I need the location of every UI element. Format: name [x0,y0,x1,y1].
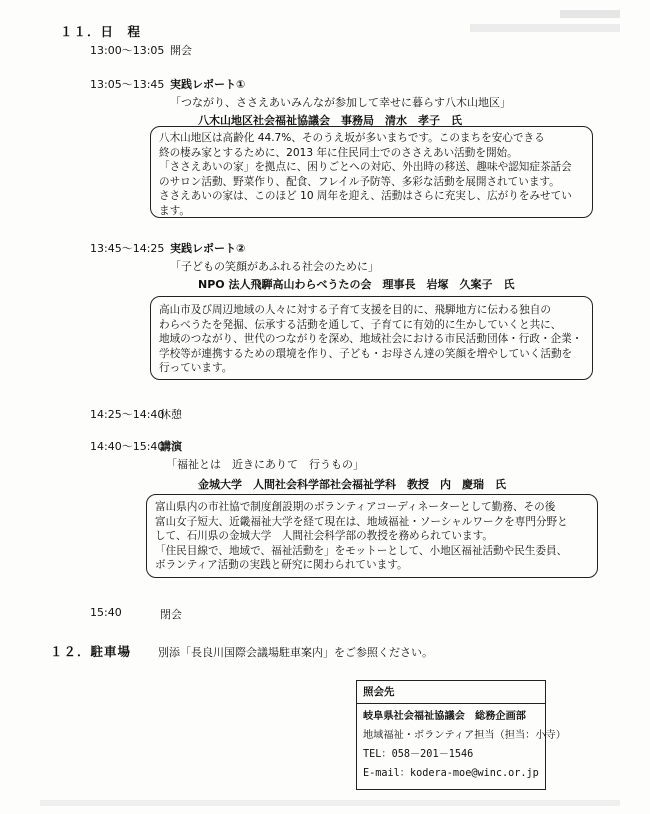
lecture-summary-line: して、石川県の金城大学 人間社会科学部の教授を務められています。 [155,530,493,543]
contact-tel: TEL：058－201－1546 [363,749,474,760]
report1-summary-line: 終の棲み家とするために、2013 年に住民同士でのささえあい活動を開始。 [159,146,518,159]
report1-summary-line: 「ささえあいの家」を拠点に、困りごとへの対応、外出時の移送、趣味や認知症茶話会 [159,161,572,174]
report1-label: 実践レポート① [170,78,246,91]
lecture-title: 「福祉とは 近きにありて 行うもの」 [166,458,364,471]
report2-summary-line: 地域のつながり、世代のつながりを深め、地域社会における市民活動団体・行政・企業・ [159,333,583,346]
report1-title: 「つながり、ささえあいみんなが参加して幸せに暮らす八木山地区」 [170,96,511,109]
contact-header: 照会先 [357,681,545,704]
report2-title: 「子どもの笑顔があふれる社会のために」 [170,260,379,273]
closing-time: 15:40 [90,606,122,619]
report1-summary-line: のサロン活動、野菜作り、配食、フレイル予防等、多彩な活動を展開されています。 [159,175,560,188]
lecture-summary-line: ボランティア活動の実践と研究に関わられています。 [155,559,408,572]
lecture-summary-line: 富山県内の市社協で制度創設期のボランティアコーディネーターとして勤務、その後 [155,501,556,513]
contact-box [356,680,566,790]
contact-email: E-mail：kodera-moe@winc.or.jp [363,768,539,779]
opening-time: 13:00～13:05 [90,44,165,57]
report2-presenter: NPO 法人飛騨高山わらべうたの会 理事長 岩塚 久案子 氏 [198,278,515,291]
parking-text: 別添「長良川国際会議場駐車案内」をご参照ください。 [158,646,433,659]
contact-dept: 地域福祉・ボランティア担当（担当：小寺） [363,730,566,741]
lecture-summary-line: 「住民目線で、地域で、福祉活動を」をモットーとして、小地区福祉活動や民生委員、 [155,544,568,557]
report2-summary-line: わらべうたを発掘、伝承する活動を通して、子育てに有効的に生かしていくと共に、 [159,318,562,331]
lecture-summary-box [146,494,598,578]
report1-summary-line: 八木山地区は高齢化 44.7%、そのうえ坂が多いまちです。このまちを安心できる [159,132,545,144]
opening-label: 開会 [170,44,192,57]
report1-summary-line: ます。 [159,204,190,217]
report2-summary-box [150,296,593,380]
report2-summary-line: 高山市及び周辺地域の人々に対する子育て支援を目的に、飛騨地方に伝わる独自の [159,304,551,316]
section-12-title: １２．駐車場 [50,644,132,659]
lecture-summary-line: 富山女子短大、近畿福祉大学を経て現在は、地域福祉・ソーシャルワークを専門分野と [155,515,568,528]
report2-label: 実践レポート② [170,242,246,255]
lecture-label: 講演 [160,440,182,453]
break-time: 14:25～14:40 [90,408,165,421]
lecture-time: 14:40～15:40 [90,440,165,453]
report2-time: 13:45～14:25 [90,242,165,255]
break-label: 休憩 [160,408,182,421]
report1-presenter: 八木山地区社会福祉協議会 事務局 清水 孝子 氏 [198,114,462,127]
report1-summary-box [150,126,593,218]
closing-label: 閉会 [160,608,182,621]
report2-summary-line: 学校等が連携するための環境を作り、子ども・お母さん達の笑顔を増やしていく活動を [159,347,573,360]
report1-summary-line: ささえあいの家は、このほど 10 周年を迎え、活動はさらに充実し、広がりをみせてい [159,190,572,203]
report1-time: 13:05～13:45 [90,78,165,91]
contact-org: 岐阜県社会福祉協議会 総務企画部 [363,711,526,722]
lecture-presenter: 金城大学 人間社会科学部社会福祉学科 教授 内 慶瑞 氏 [198,478,506,491]
section-11-title: １１．日 程 [60,24,142,39]
report2-summary-line: 行っています。 [159,362,233,375]
